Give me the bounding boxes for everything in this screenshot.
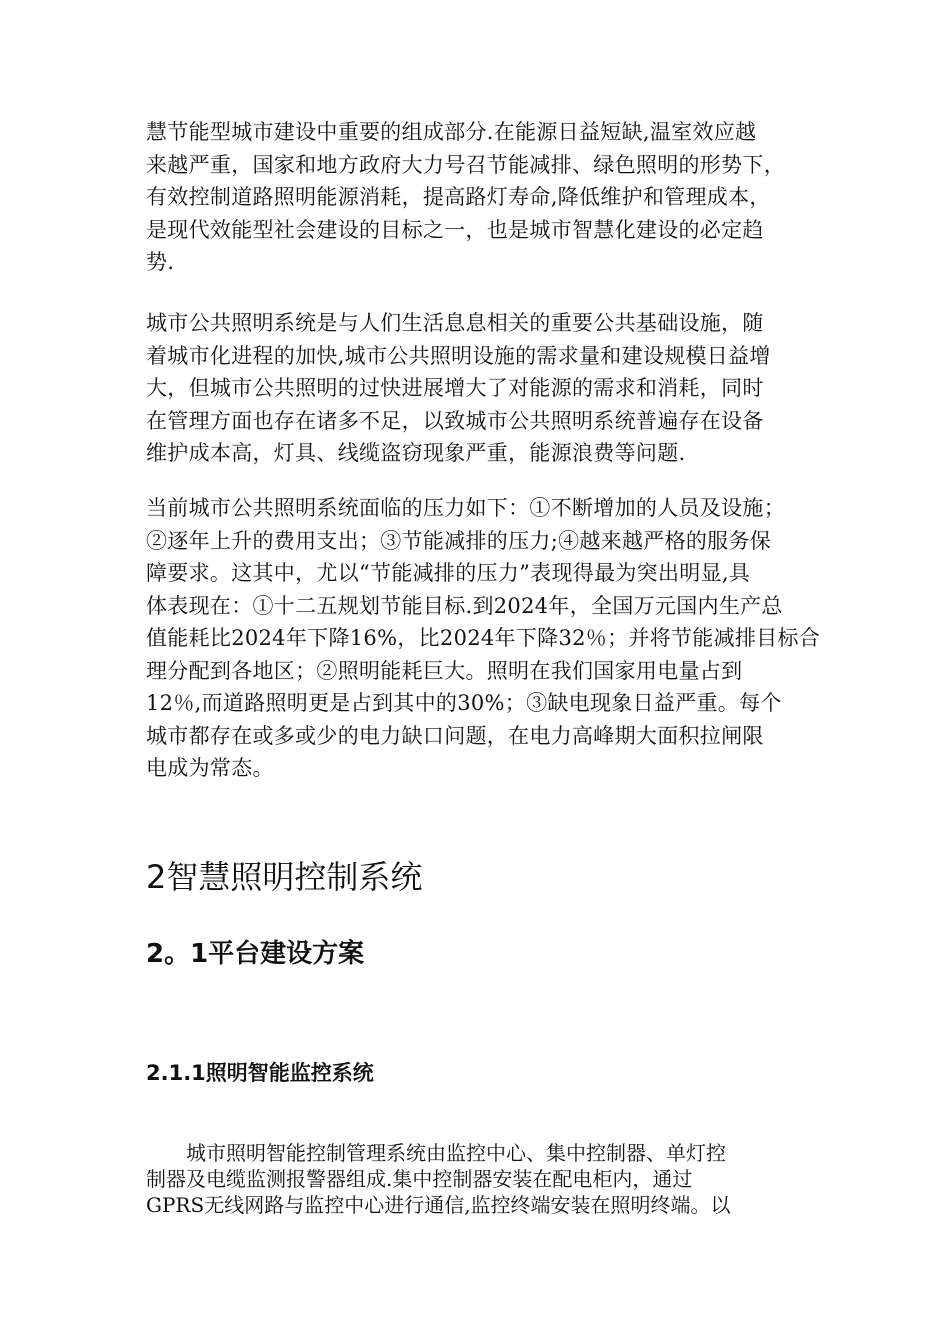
paragraph-pressures: [146, 492, 836, 785]
text-line: 城市都存在或多或少的电力缺口问题，在电力高峰期大面积拉闸限: [146, 723, 764, 748]
text-line: 城市公共照明系统是与人们生活息息相关的重要公共基础设施，随: [146, 311, 764, 335]
subsubsection-heading: 2.1.1照明智能监控系统: [146, 1061, 374, 1085]
section-heading: 2智慧照明控制系统: [146, 858, 423, 896]
text-line: 障要求。这其中，尤以“节能减排的压力”表现得最为突出明显,具: [146, 561, 751, 585]
text-line: 制器及电缆监测报警器组成.集中控制器安装在配电柜内，通过: [146, 1167, 693, 1191]
text-line: 体表现在：①十二五规划节能目标.到2024年，全国万元国内生产总: [146, 593, 783, 618]
text-line: 在管理方面也存在诸多不足，以致城市公共照明系统普遍存在设备: [146, 408, 764, 433]
text-line: 是现代效能型社会建设的目标之一，也是城市智慧化建设的必定趋: [146, 217, 764, 242]
text-line: 慧节能型城市建设中重要的组成部分.在能源日益短缺,温室效应越: [146, 120, 757, 144]
text-line: 电成为常态。: [146, 756, 274, 780]
paragraph-public-lighting: [146, 307, 836, 470]
text-line: 大，但城市公共照明的过快进展增大了对能源的需求和消耗，同时: [146, 376, 764, 400]
text-line: 理分配到各地区；②照明能耗巨大。照明在我们国家用电量占到: [146, 658, 743, 683]
paragraph-monitoring-system: [146, 1140, 836, 1218]
text-line: 值能耗比2024年下降16%，比2024年下降32％；并将节能减排目标合: [146, 626, 821, 650]
paragraph-energy-saving: [146, 116, 836, 279]
text-line: 维护成本高，灯具、线缆盗窃现象严重，能源浪费等问题.: [146, 441, 686, 465]
text-line: GPRS无线网路与监控中心进行通信,监控终端安装在照明终端。以: [146, 1193, 731, 1217]
text-line: 来越严重，国家和地方政府大力号召节能减排、绿色照明的形势下，: [146, 152, 785, 177]
text-line: 当前城市公共照明系统面临的压力如下：①不断增加的人员及设施；: [146, 496, 785, 520]
text-line: 12％,而道路照明更是占到其中的30%；③缺电现象日益严重。每个: [146, 691, 782, 715]
text-line: 城市照明智能控制管理系统由监控中心、集中控制器、单灯控: [146, 1141, 726, 1165]
text-line: ②逐年上升的费用支出；③节能减排的压力;④越来越严格的服务保: [146, 528, 772, 553]
text-line: 着城市化进程的加快,城市公共照明设施的需求量和建设规模日益增: [146, 343, 771, 368]
text-line: 有效控制道路照明能源消耗，提高路灯寿命,降低维护和管理成本，: [146, 185, 771, 209]
text-line: 势.: [146, 250, 175, 274]
subsection-heading: 2。1平台建设方案: [146, 939, 365, 969]
